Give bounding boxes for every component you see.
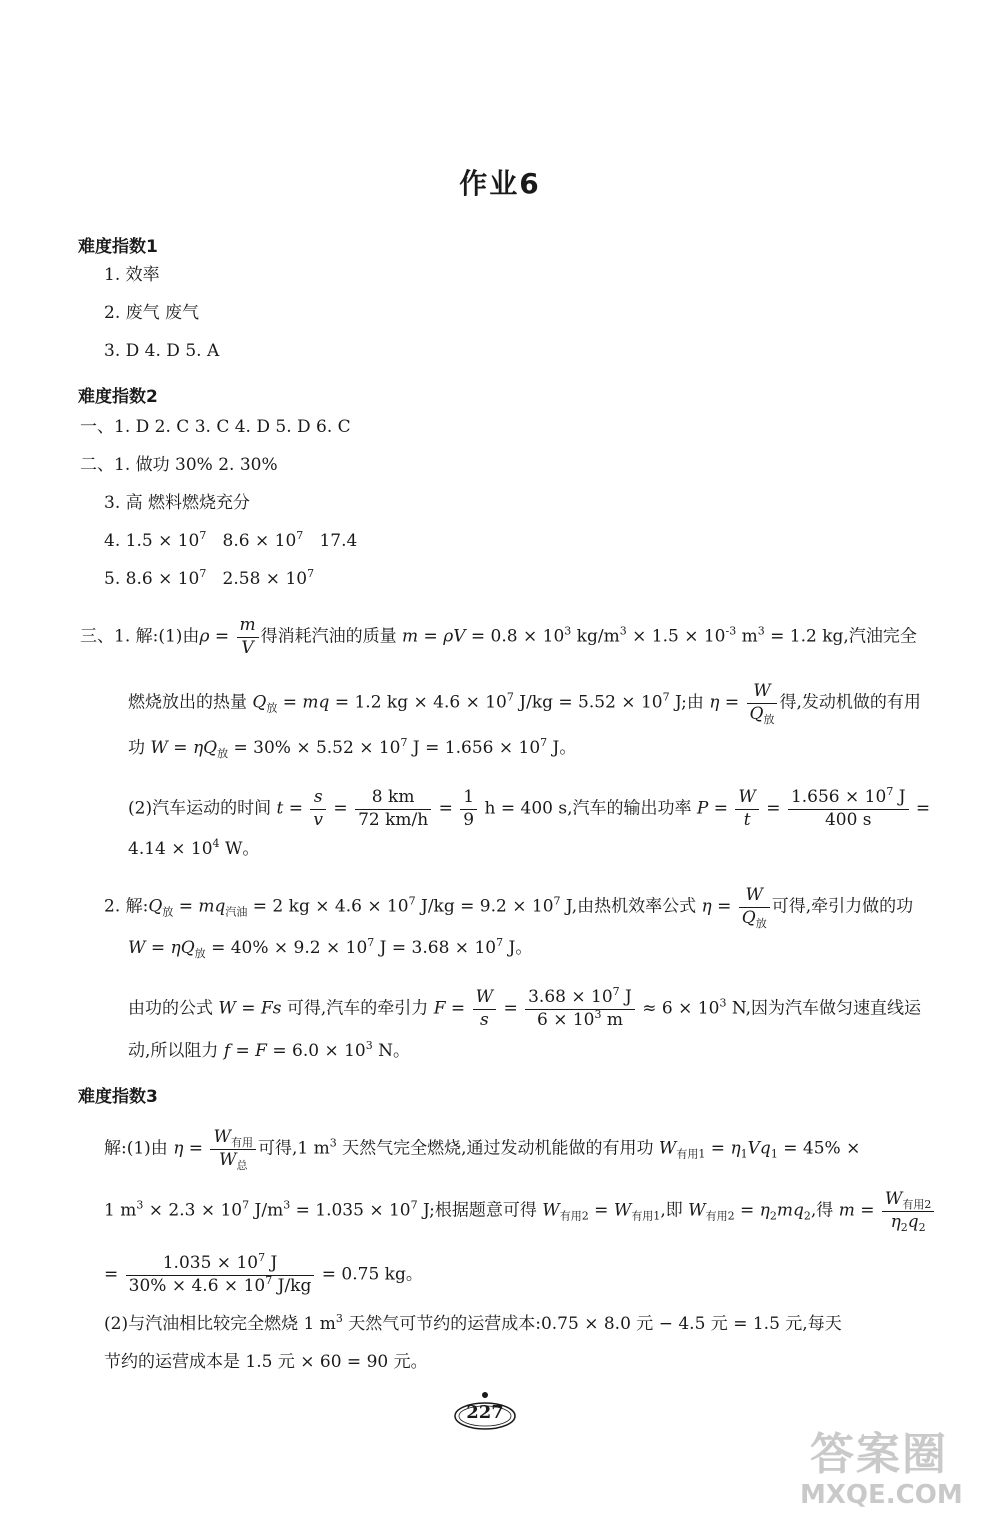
solution-line: 功 $W = \eta Q_放 = 30\% \times 5.52 \times 10^7$ $J = 1.656 \times 10^7$ J。 (128, 736, 577, 760)
answer-line: 二、1. 做功 30% 2. 30% (80, 455, 278, 475)
solution-line: 2. 解$:Q_放 = mq_{汽油} = 2$ kg × $4.6 \times 10^7$ $J/kg = 9.2 \times 10^7$ J,由热机效率公式 η = W $Q_放$ 可得,牵引力做的功 (104, 885, 914, 930)
answer-line: 3. D 4. D 5. A (104, 341, 220, 361)
page-number (452, 1390, 518, 1434)
page-title: 作业6 (459, 167, 541, 200)
answer-line: 5. $8.6 \times 10^7$ $2.58 \times 10^7$ (104, 567, 315, 589)
answer-line: 一、1. D 2. C 3. C 4. D 5. D 6. C (80, 417, 351, 437)
answer-line: 4. $1.5 \times 10^7$ $8.6 \times 10^7$ 17.4 (104, 529, 358, 551)
section-heading-2: 难度指数2 (78, 387, 158, 407)
section-heading-3: 难度指数3 (78, 1087, 158, 1107)
solution-line: 解:(1)由 η = $W_{有用}$ $W_总$ 可得,1 $m^3$ 天然气完全燃烧,通过发动机能做的有用功 $W_{有用1} = \eta_1Vq_1 = 45\%$ × (104, 1127, 861, 1172)
solution-line: 节约的运营成本是 1.5 元 × 60 = 90 元。 (104, 1352, 428, 1372)
watermark-site: MXQE.COM (800, 1480, 963, 1510)
solution-line: (2)汽车运动的时间 t = $\frac{s}{v}$ = $\frac{8 km}{72 km/h}$ = $\frac{1}{9}$ h = 400 s,汽车的输出功率 P = $\frac{W}{t}$ = $\frac{1.656 \times 10^7 J}{400 s}$ = (128, 785, 931, 830)
answer-line: 3. 高 燃料燃烧充分 (104, 493, 251, 513)
answer-line: 1. 效率 (104, 265, 160, 285)
section-heading-1: 难度指数1 (78, 237, 158, 257)
solution-line: = $\frac{1.035 \times 10^7 J}{30\% \times 4.6 \times 10^7 J/kg}$ = 0.75 kg。 (104, 1251, 423, 1296)
solution-line: 1 $m^3 \times 2.3 \times 10^7$ $J/m^3 = 1.035 \times 10^7$ J;根据题意可得 $W_{有用2} = W_{有用1}$,即 $W_{有用2} = \eta_2mq_2$,得 m = $W_{有用2}$ $\eta_2q_2$ (104, 1190, 936, 1232)
watermark-main: 答案圈 (810, 1429, 948, 1480)
solution-line: $W = \eta Q_放 = 40\% \times 9.2 \times 10^7$ $J = 3.68 \times 10^7$ J。 (128, 936, 533, 960)
solution-line: 由功的公式 W = Fs 可得,汽车的牵引力 F = $\frac{W}{s}$ = $\frac{3.68 \times 10^7 J}{6 \times 10^3 m}$ ≈ $6 \times 10^3$ N,因为汽车做匀速直线运 (128, 985, 922, 1030)
answer-line: 2. 废气 废气 (104, 303, 200, 323)
solution-line: (2)与汽油相比较完全燃烧 1 $m^3$ 天然气可节约的运营成本:0.75 × 8.0 元 − 4.5 元 = 1.5 元,每天 (104, 1312, 842, 1334)
solution-line: $4.14 \times 10^4$ W。 (128, 837, 260, 859)
solution-line: 动,所以阻力 $f = F = 6.0 \times 10^3$ N。 (128, 1039, 411, 1061)
page-number-text: 227 (466, 1402, 504, 1423)
solution-line: 燃烧放出的热量 $Q_放$ = mq = 1.2 kg × $4.6 \times 10^7$ $J/kg = 5.52 \times 10^7$ J;由 η = W $Q_放$ 得,发动机做的有用 (128, 681, 921, 726)
solution-line: 三、1. 解:(1)由ρ = $\frac{m}{V}$ 得消耗汽油的质量 $m = \rho V = 0.8 \times 10^3$ $kg/m^3 \times 1.5 \times 10^{-3}$ $m^3 = 1.2$ kg,汽油完全 (80, 615, 917, 658)
watermark-logo (770, 1418, 985, 1514)
